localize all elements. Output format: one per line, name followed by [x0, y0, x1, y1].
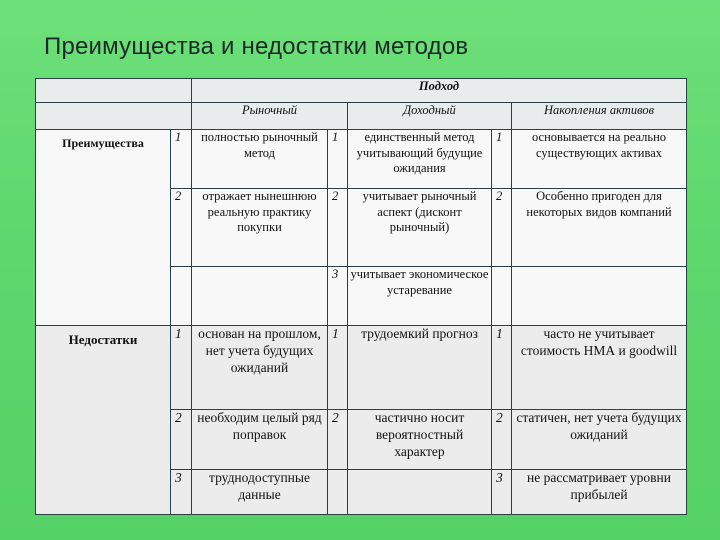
- row-number: 2: [171, 189, 192, 267]
- disadvantages-label: Недостатки: [36, 326, 171, 515]
- row-number: 1: [171, 326, 192, 410]
- income-cell: единственный метод учитывающий будущие ожидания: [348, 130, 492, 189]
- header-row-methods: [36, 103, 687, 130]
- income-cell: учитывает рыночный аспект (дисконт рыночный): [348, 189, 492, 267]
- header-corner-cell: [36, 79, 192, 103]
- row-number: 1: [328, 326, 348, 410]
- method-header-market: Рыночный: [192, 103, 348, 130]
- row-number: 1: [328, 130, 348, 189]
- row-number: 3: [328, 267, 348, 326]
- market-cell: отражает нынешнюю реальную практику покупки: [192, 189, 328, 267]
- row-number: 2: [492, 189, 512, 267]
- row-number: [328, 470, 348, 515]
- row-number: 3: [171, 470, 192, 515]
- row-number: 2: [171, 410, 192, 470]
- advantages-label: Преимущества: [36, 130, 171, 326]
- row-number: 1: [492, 326, 512, 410]
- income-cell: учитывает экономическое устаревание: [348, 267, 492, 326]
- market-cell: [192, 267, 328, 326]
- row-number: [171, 267, 192, 326]
- table-row: [36, 326, 687, 410]
- asset-cell: [512, 267, 687, 326]
- market-cell: полностью рыночный метод: [192, 130, 328, 189]
- asset-cell: основывается на реально существующих активах: [512, 130, 687, 189]
- income-cell: [348, 470, 492, 515]
- row-number: [492, 267, 512, 326]
- row-number: 2: [328, 189, 348, 267]
- income-cell: частично носит вероятностный характер: [348, 410, 492, 470]
- row-number: 2: [328, 410, 348, 470]
- asset-cell: статичен, нет учета будущих ожиданий: [512, 410, 687, 470]
- approach-header: Подход: [192, 79, 687, 103]
- market-cell: основан на прошлом, нет учета будущих ожиданий: [192, 326, 328, 410]
- method-header-income: Доходный: [348, 103, 512, 130]
- row-number: 2: [492, 410, 512, 470]
- row-number: 3: [492, 470, 512, 515]
- header-empty-cell: [36, 103, 192, 130]
- method-header-asset: Накопления активов: [512, 103, 687, 130]
- market-cell: труднодоступные данные: [192, 470, 328, 515]
- page-title: Преимущества и недостатки методов: [44, 33, 469, 60]
- asset-cell: не рассматривает уровни прибылей: [512, 470, 687, 515]
- row-number: 1: [492, 130, 512, 189]
- asset-cell: Особенно пригоден для некоторых видов компаний: [512, 189, 687, 267]
- table-row: [36, 130, 687, 189]
- header-row-approach: [36, 79, 687, 103]
- market-cell: необходим целый ряд поправок: [192, 410, 328, 470]
- methods-comparison-table: [35, 78, 687, 515]
- asset-cell: часто не учитывает стоимость НМА и goodwill: [512, 326, 687, 410]
- row-number: 1: [171, 130, 192, 189]
- income-cell: трудоемкий прогноз: [348, 326, 492, 410]
